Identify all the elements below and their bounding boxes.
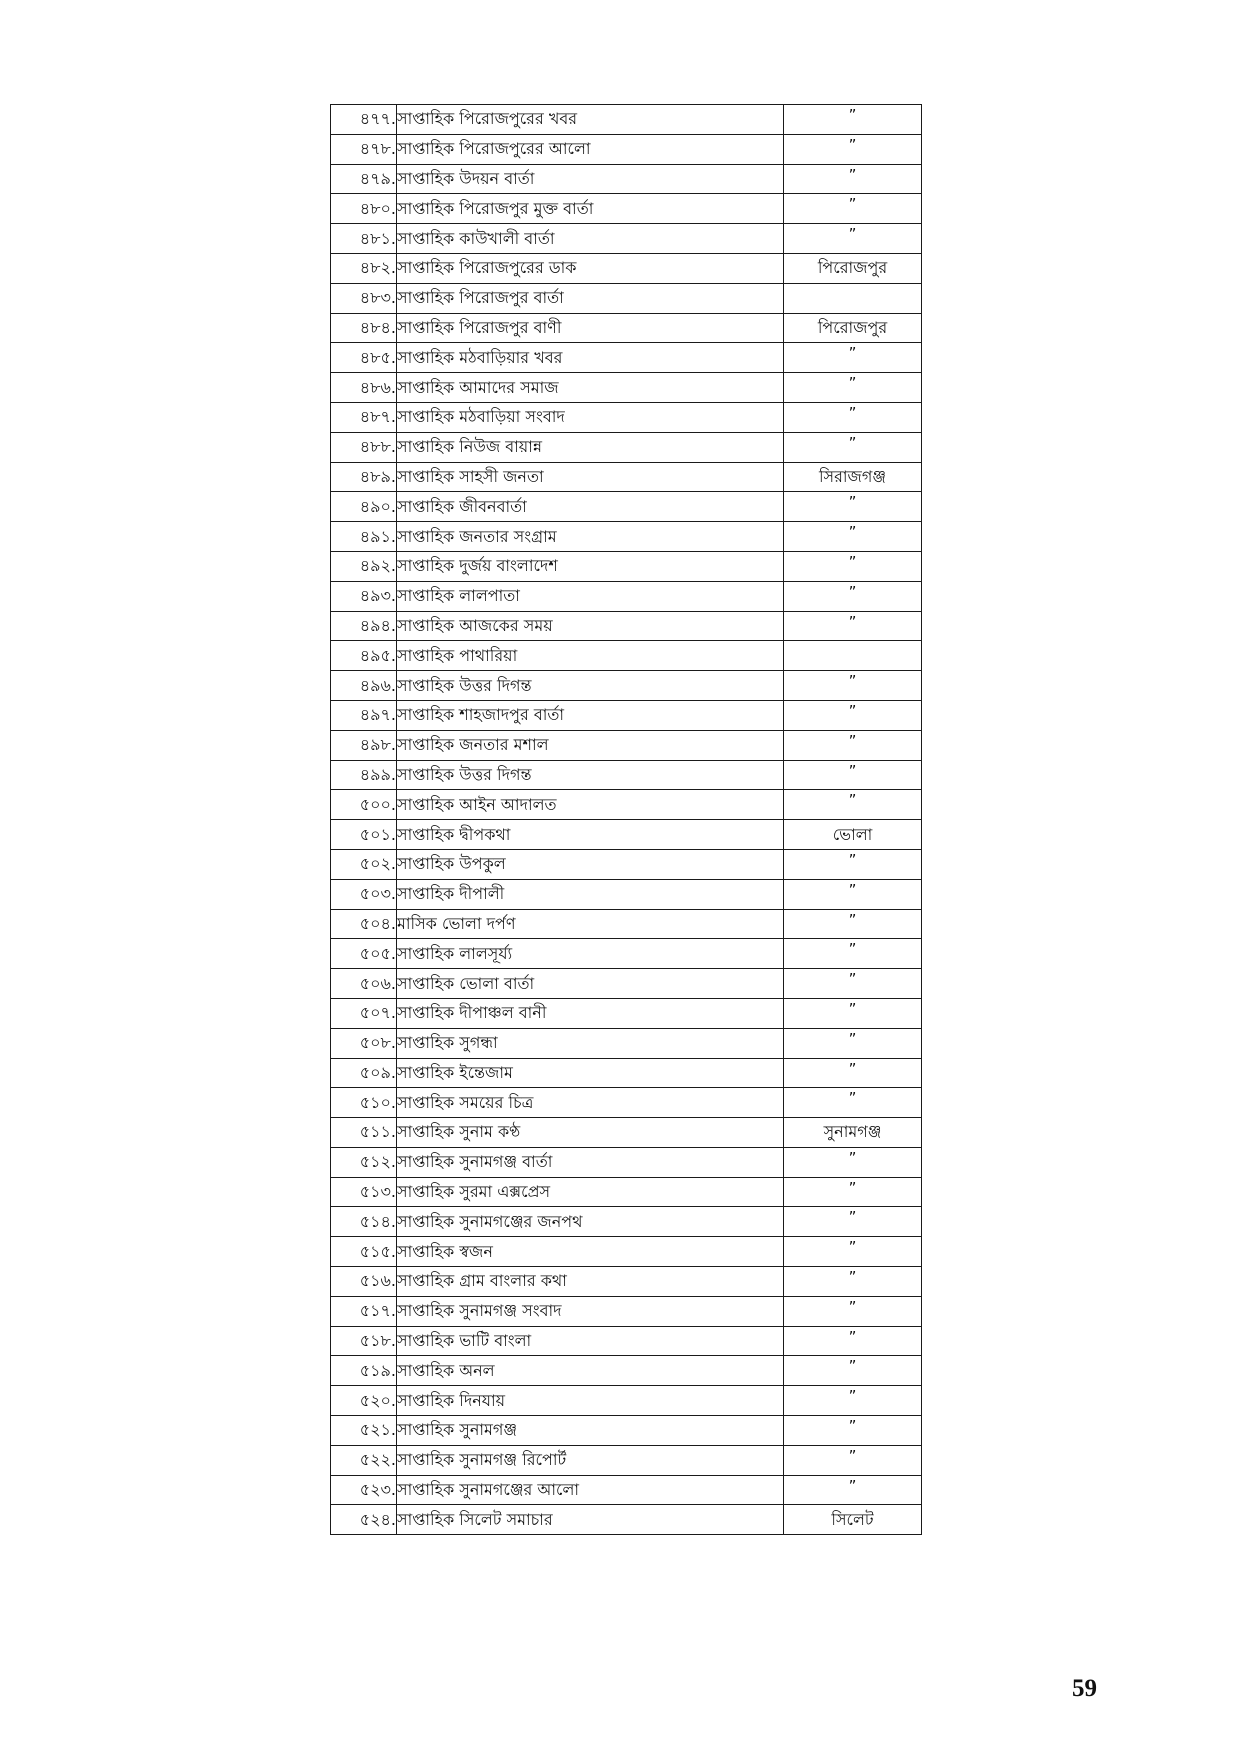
newspaper-title-cell: সাপ্তাহিক মঠবাড়িয়া সংবাদ [397,402,784,432]
district-cell: ” [784,700,922,730]
district-cell: ” [784,1237,922,1267]
serial-number-cell: ৫১৯. [331,1356,397,1386]
newspaper-title-cell: সাপ্তাহিক সুনাম কণ্ঠ [397,1118,784,1148]
district-cell: ” [784,1445,922,1475]
serial-number-cell: ৪৮০. [331,194,397,224]
newspaper-title-cell: সাপ্তাহিক সুরমা এক্সপ্রেস [397,1177,784,1207]
serial-number-cell: ৫০৮. [331,1028,397,1058]
serial-number-cell: ৪৯৮. [331,730,397,760]
district-cell: ” [784,1088,922,1118]
district-cell: ” [784,432,922,462]
district-cell: ” [784,1386,922,1416]
table-row [331,909,922,939]
serial-number-cell: ৫০৬. [331,969,397,999]
newspaper-title-cell: সাপ্তাহিক পিরোজপুর বাণী [397,313,784,343]
newspaper-title-cell: সাপ্তাহিক জনতার সংগ্রাম [397,522,784,552]
newspaper-title-cell: সাপ্তাহিক স্বজন [397,1237,784,1267]
newspaper-title-cell: সাপ্তাহিক লালসূর্য্য [397,939,784,969]
table-row [331,134,922,164]
district-cell: ” [784,671,922,701]
table-row [331,790,922,820]
district-cell: সুনামগঞ্জ [784,1118,922,1148]
table-row [331,373,922,403]
serial-number-cell: ৫০১. [331,820,397,850]
serial-number-cell: ৪৮৭. [331,402,397,432]
district-cell: ” [784,492,922,522]
serial-number-cell: ৪৮৬. [331,373,397,403]
district-cell: ” [784,134,922,164]
serial-number-cell: ৫০২. [331,849,397,879]
newspaper-title-cell: সাপ্তাহিক নিউজ বায়ান্ন [397,432,784,462]
newspaper-title-cell: সাপ্তাহিক পিরোজপুরের আলো [397,134,784,164]
table-row [331,492,922,522]
table-row [331,1088,922,1118]
newspaper-title-cell: সাপ্তাহিক আইন আদালত [397,790,784,820]
district-cell: ” [784,909,922,939]
newspaper-title-cell: সাপ্তাহিক সুনামগঞ্জের আলো [397,1475,784,1505]
newspaper-title-cell: সাপ্তাহিক পিরোজপুর বার্তা [397,283,784,313]
serial-number-cell: ৫১৭. [331,1296,397,1326]
serial-number-cell: ৪৯৪. [331,611,397,641]
serial-number-cell: ৫১৪. [331,1207,397,1237]
district-cell: ” [784,224,922,254]
district-cell: ” [784,611,922,641]
table-row [331,1267,922,1297]
district-cell: ” [784,1028,922,1058]
district-cell: ” [784,522,922,552]
serial-number-cell: ৪৯৫. [331,641,397,671]
table-row [331,1475,922,1505]
newspaper-title-cell: সাপ্তাহিক উপকুল [397,849,784,879]
district-cell: ” [784,551,922,581]
newspaper-title-cell: সাপ্তাহিক সুনামগঞ্জ রিপোর্ট [397,1445,784,1475]
serial-number-cell: ৪৮৫. [331,343,397,373]
district-cell: ” [784,879,922,909]
newspaper-title-cell: সাপ্তাহিক লালপাতা [397,581,784,611]
serial-number-cell: ৫১৩. [331,1177,397,1207]
serial-number-cell: ৪৮৩. [331,283,397,313]
serial-number-cell: ৫২৪. [331,1505,397,1535]
district-cell: ” [784,581,922,611]
table-row [331,641,922,671]
district-cell: ” [784,373,922,403]
serial-number-cell: ৫১৮. [331,1326,397,1356]
serial-number-cell: ৫০০. [331,790,397,820]
district-cell: ” [784,1326,922,1356]
table-row [331,313,922,343]
table-row [331,343,922,373]
serial-number-cell: ৫০৪. [331,909,397,939]
table-row [331,879,922,909]
district-cell: পিরোজপুর [784,313,922,343]
newspaper-title-cell: সাপ্তাহিক গ্রাম বাংলার কথা [397,1267,784,1297]
newspaper-title-cell: সাপ্তাহিক দীপাঞ্চল বানী [397,998,784,1028]
district-cell: ” [784,1177,922,1207]
serial-number-cell: ৫১২. [331,1147,397,1177]
serial-number-cell: ৫০৩. [331,879,397,909]
serial-number-cell: ৫১১. [331,1118,397,1148]
table-row [331,1058,922,1088]
district-cell: ” [784,790,922,820]
newspaper-title-cell: সাপ্তাহিক পিরোজপুরের খবর [397,105,784,135]
table-row [331,224,922,254]
newspaper-title-cell: সাপ্তাহিক ইন্তেজাম [397,1058,784,1088]
newspaper-title-cell: সাপ্তাহিক পিরোজপুর মুক্ত বার্তা [397,194,784,224]
newspaper-title-cell: সাপ্তাহিক পাথারিয়া [397,641,784,671]
district-cell: ” [784,164,922,194]
district-cell [784,641,922,671]
newspaper-title-cell: সাপ্তাহিক আজকের সময় [397,611,784,641]
register-table-body [331,105,922,1535]
serial-number-cell: ৪৯২. [331,551,397,581]
table-row [331,760,922,790]
serial-number-cell: ৫০৭. [331,998,397,1028]
table-row [331,581,922,611]
newspaper-title-cell: সাপ্তাহিক ভোলা বার্তা [397,969,784,999]
newspaper-title-cell: সাপ্তাহিক দ্বীপকথা [397,820,784,850]
district-cell: ” [784,1296,922,1326]
district-cell: ” [784,1147,922,1177]
newspaper-title-cell: সাপ্তাহিক দীপালী [397,879,784,909]
serial-number-cell: ৫০৯. [331,1058,397,1088]
table-row [331,1177,922,1207]
newspaper-title-cell: সাপ্তাহিক সুনামগঞ্জ বার্তা [397,1147,784,1177]
table-row [331,1416,922,1446]
table-row [331,522,922,552]
district-cell: সিলেট [784,1505,922,1535]
table-row [331,1505,922,1535]
table-row [331,849,922,879]
district-cell: ” [784,402,922,432]
serial-number-cell: ৪৯৬. [331,671,397,701]
district-cell: ” [784,105,922,135]
newspaper-title-cell: সাপ্তাহিক দিনযায় [397,1386,784,1416]
district-cell: ” [784,343,922,373]
newspaper-title-cell: সাপ্তাহিক উদয়ন বার্তা [397,164,784,194]
newspaper-title-cell: সাপ্তাহিক দুর্জয় বাংলাদেশ [397,551,784,581]
newspaper-title-cell: সাপ্তাহিক সাহসী জনতা [397,462,784,492]
newspaper-title-cell: সাপ্তাহিক সুগন্ধা [397,1028,784,1058]
serial-number-cell: ৪৯৯. [331,760,397,790]
district-cell: ” [784,1416,922,1446]
table-row [331,1237,922,1267]
serial-number-cell: ৪৮১. [331,224,397,254]
table-row [331,551,922,581]
newspaper-title-cell: সাপ্তাহিক অনল [397,1356,784,1386]
serial-number-cell: ৪৮৮. [331,432,397,462]
district-cell: ” [784,998,922,1028]
serial-number-cell: ৫১৫. [331,1237,397,1267]
serial-number-cell: ৪৭৯. [331,164,397,194]
table-row [331,1028,922,1058]
district-cell: ” [784,1267,922,1297]
district-cell: পিরোজপুর [784,253,922,283]
newspaper-title-cell: সাপ্তাহিক উত্তর দিগন্ত [397,671,784,701]
newspaper-title-cell: সাপ্তাহিক সুনামগঞ্জ [397,1416,784,1446]
table-row [331,700,922,730]
table-row [331,164,922,194]
table-row [331,194,922,224]
table-row [331,1296,922,1326]
serial-number-cell: ৫১৬. [331,1267,397,1297]
table-row [331,432,922,462]
table-row [331,1207,922,1237]
district-cell: ” [784,939,922,969]
table-row [331,998,922,1028]
newspaper-title-cell: সাপ্তাহিক উত্তর দিগন্ত [397,760,784,790]
serial-number-cell: ৫০৫. [331,939,397,969]
serial-number-cell: ৫২৩. [331,1475,397,1505]
serial-number-cell: ৪৯৩. [331,581,397,611]
newspaper-title-cell: মাসিক ভোলা দর্পণ [397,909,784,939]
district-cell: সিরাজগঞ্জ [784,462,922,492]
table-row [331,1147,922,1177]
table-row [331,283,922,313]
district-cell: ” [784,1475,922,1505]
district-cell: ” [784,969,922,999]
serial-number-cell: ৪৭৭. [331,105,397,135]
newspaper-title-cell: সাপ্তাহিক সুনামগঞ্জের জনপথ [397,1207,784,1237]
serial-number-cell: ৫২০. [331,1386,397,1416]
table-row [331,253,922,283]
table-row [331,611,922,641]
page-number: 59 [1072,1675,1097,1702]
newspaper-title-cell: সাপ্তাহিক ভাটি বাংলা [397,1326,784,1356]
newspaper-title-cell: সাপ্তাহিক মঠবাড়িয়ার খবর [397,343,784,373]
table-row [331,939,922,969]
serial-number-cell: ৪৮৯. [331,462,397,492]
table-row [331,1386,922,1416]
table-row [331,462,922,492]
serial-number-cell: ৫১০. [331,1088,397,1118]
table-row [331,671,922,701]
table-row [331,730,922,760]
newspaper-title-cell: সাপ্তাহিক সুনামগঞ্জ সংবাদ [397,1296,784,1326]
table-row [331,820,922,850]
table-row [331,402,922,432]
serial-number-cell: ৪৮৪. [331,313,397,343]
table-row [331,105,922,135]
district-cell: ” [784,760,922,790]
serial-number-cell: ৫২২. [331,1445,397,1475]
table-row [331,1326,922,1356]
district-cell [784,283,922,313]
district-cell: ” [784,849,922,879]
serial-number-cell: ৪৯৭. [331,700,397,730]
table-row [331,1445,922,1475]
newspaper-title-cell: সাপ্তাহিক পিরোজপুরের ডাক [397,253,784,283]
table-row [331,1118,922,1148]
table-row [331,1356,922,1386]
serial-number-cell: ৪৭৮. [331,134,397,164]
newspaper-title-cell: সাপ্তাহিক আমাদের সমাজ [397,373,784,403]
district-cell: ” [784,1207,922,1237]
district-cell: ” [784,194,922,224]
newspaper-title-cell: সাপ্তাহিক কাউখালী বার্তা [397,224,784,254]
serial-number-cell: ৪৮২. [331,253,397,283]
newspaper-title-cell: সাপ্তাহিক শাহজাদপুর বার্তা [397,700,784,730]
district-cell: ” [784,1356,922,1386]
serial-number-cell: ৫২১. [331,1416,397,1446]
district-cell: ” [784,1058,922,1088]
district-cell: ভোলা [784,820,922,850]
newspaper-register-table [330,104,922,1535]
newspaper-title-cell: সাপ্তাহিক সময়ের চিত্র [397,1088,784,1118]
serial-number-cell: ৪৯১. [331,522,397,552]
newspaper-title-cell: সাপ্তাহিক জীবনবার্তা [397,492,784,522]
newspaper-title-cell: সাপ্তাহিক সিলেট সমাচার [397,1505,784,1535]
district-cell: ” [784,730,922,760]
serial-number-cell: ৪৯০. [331,492,397,522]
table-row [331,969,922,999]
newspaper-title-cell: সাপ্তাহিক জনতার মশাল [397,730,784,760]
